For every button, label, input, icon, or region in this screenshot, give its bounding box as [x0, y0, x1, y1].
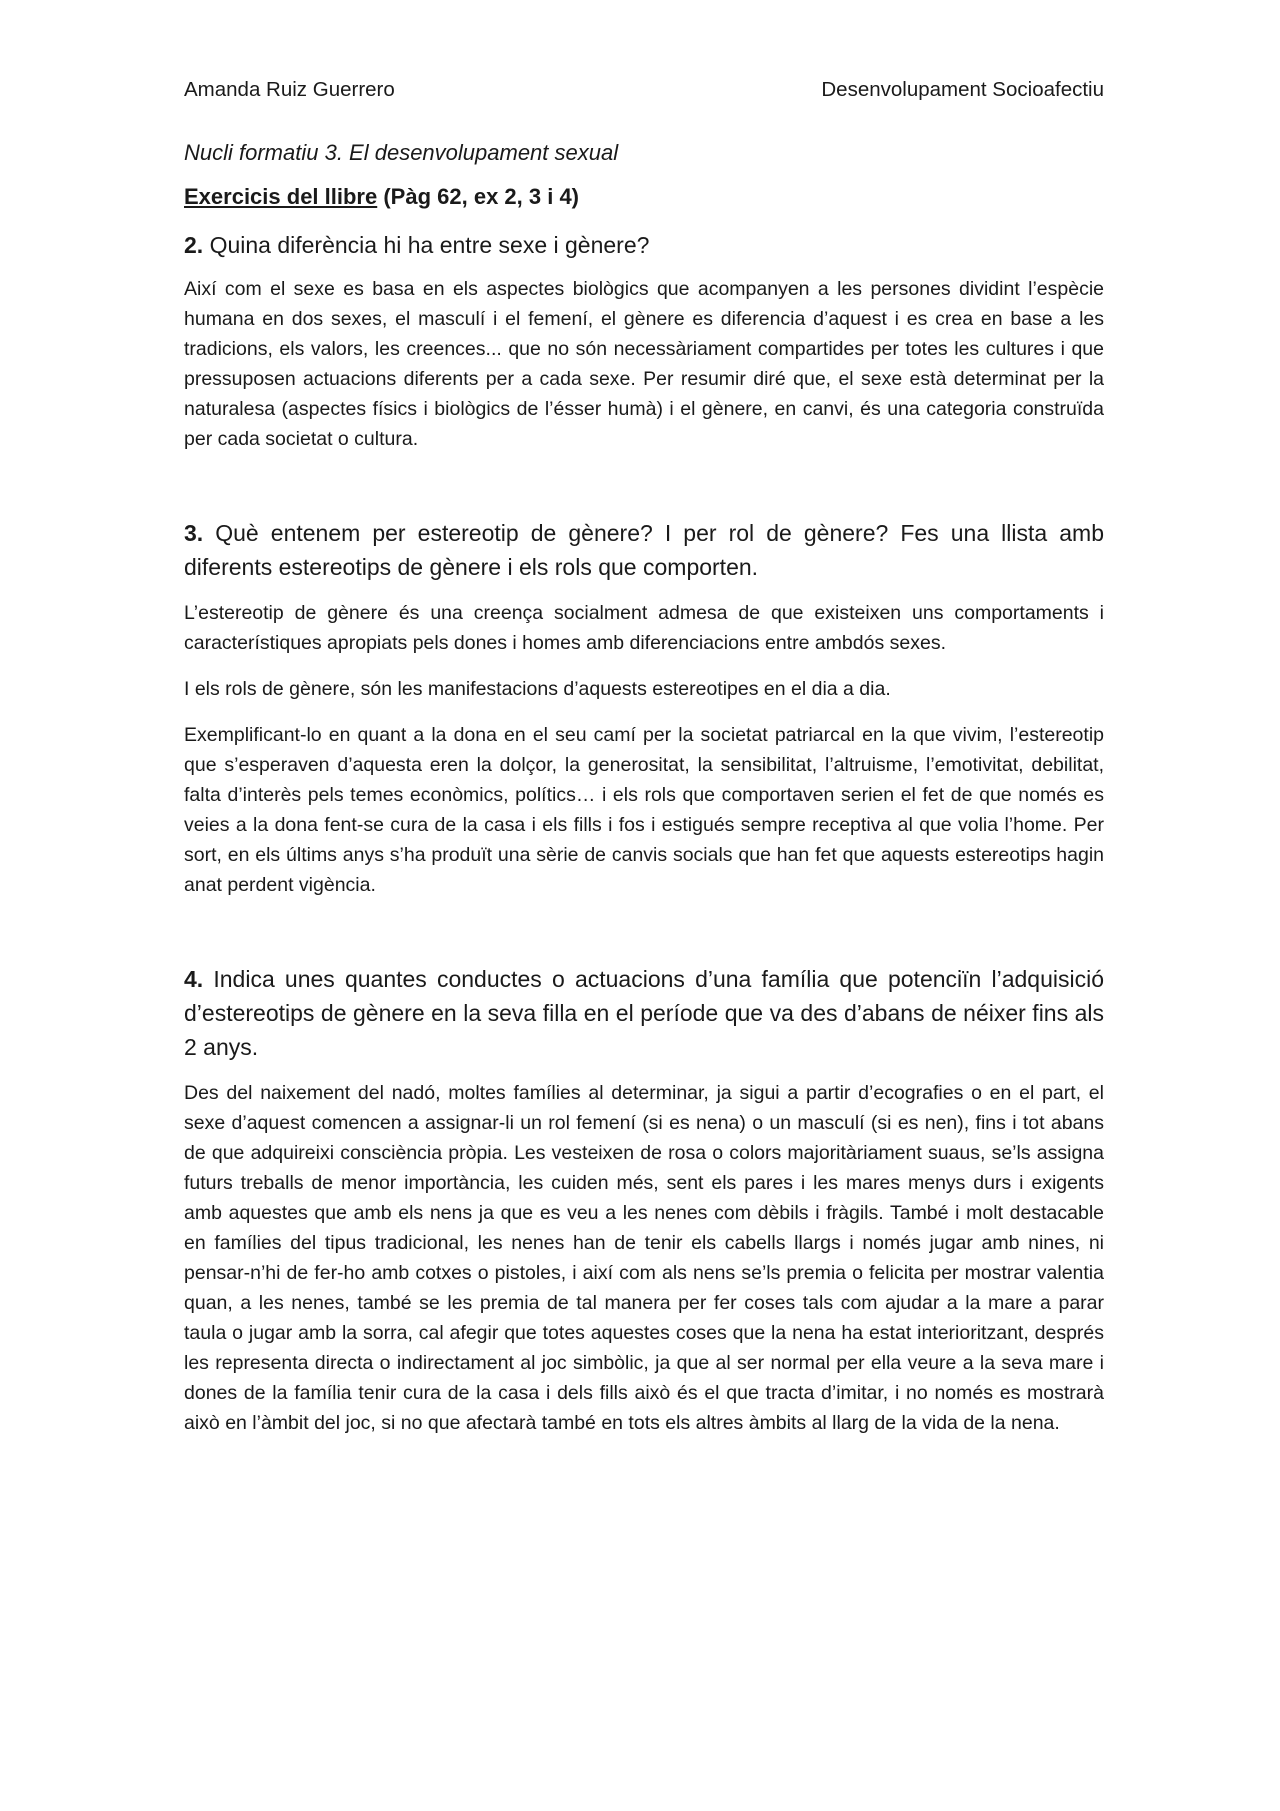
question-4-number: 4.	[184, 966, 204, 992]
question-3-number: 3.	[184, 520, 204, 546]
document-title: Nucli formatiu 3. El desenvolupament sexual	[184, 140, 619, 165]
header-author: Amanda Ruiz Guerrero	[184, 78, 395, 101]
answer-2: Així com el sexe es basa en els aspectes biològics que acompanyen a les persones dividint l’espècie humana en dos sexes, el masculí i el femení, el gènere es diferencia d’aquest i es crea en base a les tradicions, els valors, les creences... que no són necessàriament compartides per totes les cultures i que pressuposen actuacions diferents per a cada sexe. Per resumir diré que, el sexe està determinat per la naturalesa (aspectes físics i biològics de l’ésser humà) i el gènere, en canvi, és una categoria construïda per cada societat o cultura.	[184, 278, 1104, 450]
answer-3-paragraph-3: Exemplificant-lo en quant a la dona en el seu camí per la societat patriarcal en la que vivim, l’estereotip que s’esperaven d’aquesta eren la dolçor, la generositat, la sensibilitat, l’altruisme, l’emotivitat, debilitat, falta d’interès pels temes econòmics, polítics… i els rols que comportaven serien el fet de que només es veies a la dona fent-se cura de la casa i els fills i fos i estigués sempre receptiva al que volia l’home. Per sort, en els últims anys s’ha produït una sèrie de canvis socials que han fet que aquests estereotips hagin anat perdent vigència.	[184, 724, 1104, 896]
question-4-text: Indica unes quantes conductes o actuacions d’una família que potenciïn l’adquisició d’estereotips de gènere en la seva filla en el període que va des d’abans de néixer fins als 2 anys.	[184, 966, 1104, 1060]
question-2-text: Quina diferència hi ha entre sexe i gènere?	[203, 232, 650, 258]
document-page	[184, 76, 1104, 1438]
exercises-heading	[184, 182, 1104, 212]
question-2-number: 2.	[184, 232, 204, 258]
question-3	[184, 516, 1104, 584]
answer-3-paragraph-2: I els rols de gènere, són les manifestacions d’aquests estereotipes en el dia a dia.	[184, 678, 891, 700]
question-3-text: Què entenem per estereotip de gènere? I per rol de gènere? Fes una llista amb diferents estereotips de gènere i els rols que comporten.	[184, 520, 1104, 580]
exercises-ref: (Pàg 62, ex 2, 3 i 4)	[377, 184, 580, 209]
answer-3-paragraph-1: L’estereotip de gènere és una creença socialment admesa de que existeixen uns comportaments i característiques apropiats pels dones i homes amb diferenciacions entre ambdós sexes.	[184, 602, 1104, 654]
header-subject: Desenvolupament Socioafectiu	[821, 78, 1104, 101]
answer-4: Des del naixement del nadó, moltes famílies al determinar, ja sigui a partir d’ecografies o en el part, el sexe d’aquest comencen a assignar-li un rol femení (si es nena) o un masculí (si es nen), fins i tot abans de que adquireixi consciència pròpia. Les vesteixen de rosa o colors majoritàriament suaus, se’ls assigna futurs treballs de menor importància, les cuiden més, sent els pares i les mares menys durs i exigents amb aquestes que amb els nens ja que es veu a les nenes com dèbils i fràgils. També i molt destacable en famílies del tipus tradicional, les nenes han de tenir els cabells llargs i només jugar amb nines, ni pensar-n’hi de fer-ho amb cotxes o pistoles, i així com als nens se’ls premia o felicita per mostrar valentia quan, a les nenes, també se les premia de tal manera per fer coses tals com ajudar a la mare a parar taula o jugar amb la sorra, cal afegir que totes aquestes coses que la nena ha estat interioritzant, després les representa directa o indirectament al joc simbòlic, ja que al ser normal per ella veure a la seva mare i dones de la família tenir cura de la casa i dels fills això és el que tracta d’imitar, i no només es mostrarà això en l’àmbit del joc, si no que afectarà també en tots els altres àmbits al llarg de la vida de la nena.	[184, 1082, 1104, 1434]
question-4	[184, 962, 1104, 1064]
exercises-label: Exercicis del llibre	[184, 184, 378, 209]
question-2	[184, 228, 1104, 262]
page-header	[184, 76, 1104, 104]
